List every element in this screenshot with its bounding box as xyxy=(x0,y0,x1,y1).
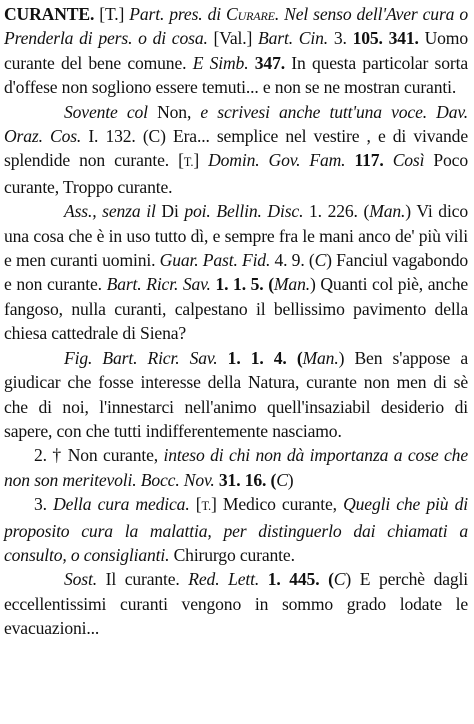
sense-number: 2. † Non curante, xyxy=(34,445,164,466)
sense-description: . Nel senso dell'Aver cura o Prenderla di pers. o di cosa. xyxy=(4,4,468,49)
editor-mark: T. xyxy=(183,155,194,170)
citation-quote: Chirurgo curante. xyxy=(169,544,295,565)
entry-definition-main xyxy=(4,2,468,100)
citation-marker: C xyxy=(314,250,327,271)
grammar-note: Part. pres. di xyxy=(129,4,227,24)
editor-mark: [T.] xyxy=(94,4,130,24)
sense-description: Così xyxy=(392,150,425,171)
citation-source: poi. Bellin. Disc. xyxy=(184,201,304,222)
cross-reference: Curare xyxy=(226,4,275,24)
citation-number: ) xyxy=(287,469,294,490)
editor-mark: [Val.] xyxy=(207,28,259,49)
entry-subsense-sost xyxy=(4,567,468,640)
sense-description: Quegli che più di proposito cura la malattia, per distinguerlo dai chiamati a consulto, o consiglianti. xyxy=(4,494,468,565)
citation-number: 31. 16. ( xyxy=(214,469,277,490)
citation-source: e scrivesi anche tutt'una voce. Dav. Oraz. Cos. xyxy=(4,101,468,147)
entry-subsense-ass xyxy=(4,199,468,345)
headword: CURANTE. xyxy=(4,4,95,24)
citation-source: Red. Lett. xyxy=(188,569,260,590)
sense-number: 3. xyxy=(34,494,54,515)
citation-quote: Il curante. xyxy=(96,569,189,590)
sense-description: Ass., senza il xyxy=(64,201,156,222)
citation-marker: Man. xyxy=(302,347,339,368)
citation-marker: C xyxy=(333,569,346,590)
editor-mark: T. xyxy=(201,499,212,514)
citation-quote: I. 132. (C) Era... semplice nel vestire , e di vivande splendide non curante. [ xyxy=(4,126,468,171)
entry-subsense-fig xyxy=(4,346,468,444)
citation-quote: ) Quanti col piè, anche fangoso, nulla curanti, calpestano il bellissimo pavimento della chiesa cattedrale di Siena? xyxy=(4,274,469,344)
entry-subsense-sovente xyxy=(4,100,468,200)
citation-quote: ) Fanciul vagabondo e non curante. xyxy=(4,250,469,295)
citation-number: 105. 341. xyxy=(352,28,419,49)
citation-quote: ] xyxy=(193,150,209,171)
citation-quote: In questa particolar sorta d'offese non sogliono essere temuti... e non se ne mostran curanti. xyxy=(4,52,468,98)
citation-quote: Poco curante, Troppo curante. xyxy=(4,150,468,197)
sense-description: Sovente col xyxy=(64,101,148,122)
sense-description: inteso di chi non dà importanza a cose che non son meritevoli. Bocc. Nov. xyxy=(4,445,468,490)
entry-sense-2 xyxy=(4,443,468,492)
entry-sense-3 xyxy=(4,492,468,567)
citation-number: 1. 1. 5. ( xyxy=(210,274,274,295)
citation-number: 4. 9. ( xyxy=(270,250,315,271)
citation-quote: ) E perchè dagli eccellentissimi curanti vengono in sommo grado lodate le evacuazioni... xyxy=(4,569,468,639)
keyword: Di xyxy=(155,201,185,222)
citation-number: 347. xyxy=(248,52,285,73)
citation-marker: C xyxy=(276,469,288,490)
citation-marker: Man. xyxy=(369,201,406,222)
citation-number: 117. xyxy=(345,150,393,171)
citation-quote: ) Vi dico una cosa che è in uso tutto dì, e sempre fra le mani anco de' più vili e men curanti uomini. xyxy=(4,201,468,271)
citation-number: 1. 445. ( xyxy=(259,569,334,590)
keyword: Non, xyxy=(147,101,201,122)
citation-source: E Simb. xyxy=(192,52,249,73)
sense-description: Della cura medica. xyxy=(53,494,190,515)
editor-mark: [ xyxy=(189,494,202,515)
sense-description: Sost. xyxy=(64,569,97,590)
citation-number: 1. 226. ( xyxy=(303,201,370,222)
citation-source: Bart. Ricr. Sav. xyxy=(106,274,211,295)
citation-quote: ) Ben s'appose a giudicar che fosse interesse della Natura, curante non men di sè che di noi, l'innestarci nell'animo quell'insaziabil desiderio di sapere, con che tutti indifferentemente nasciamo. xyxy=(4,347,468,441)
citation-source: Fig. Bart. Ricr. Sav. xyxy=(64,347,218,368)
citation-marker: Man. xyxy=(273,274,310,295)
citation-quote: ] Medico curante, xyxy=(211,494,344,515)
citation-number: 1. 1. 4. ( xyxy=(217,347,303,368)
citation-source: Bart. Cin. xyxy=(258,28,329,49)
citation-number: 3. xyxy=(328,28,353,49)
citation-source: Guar. Past. Fid. xyxy=(159,250,271,271)
citation-source: Domin. Gov. Fam. xyxy=(208,150,346,171)
citation-quote: Uomo curante del bene comune. xyxy=(4,28,468,73)
